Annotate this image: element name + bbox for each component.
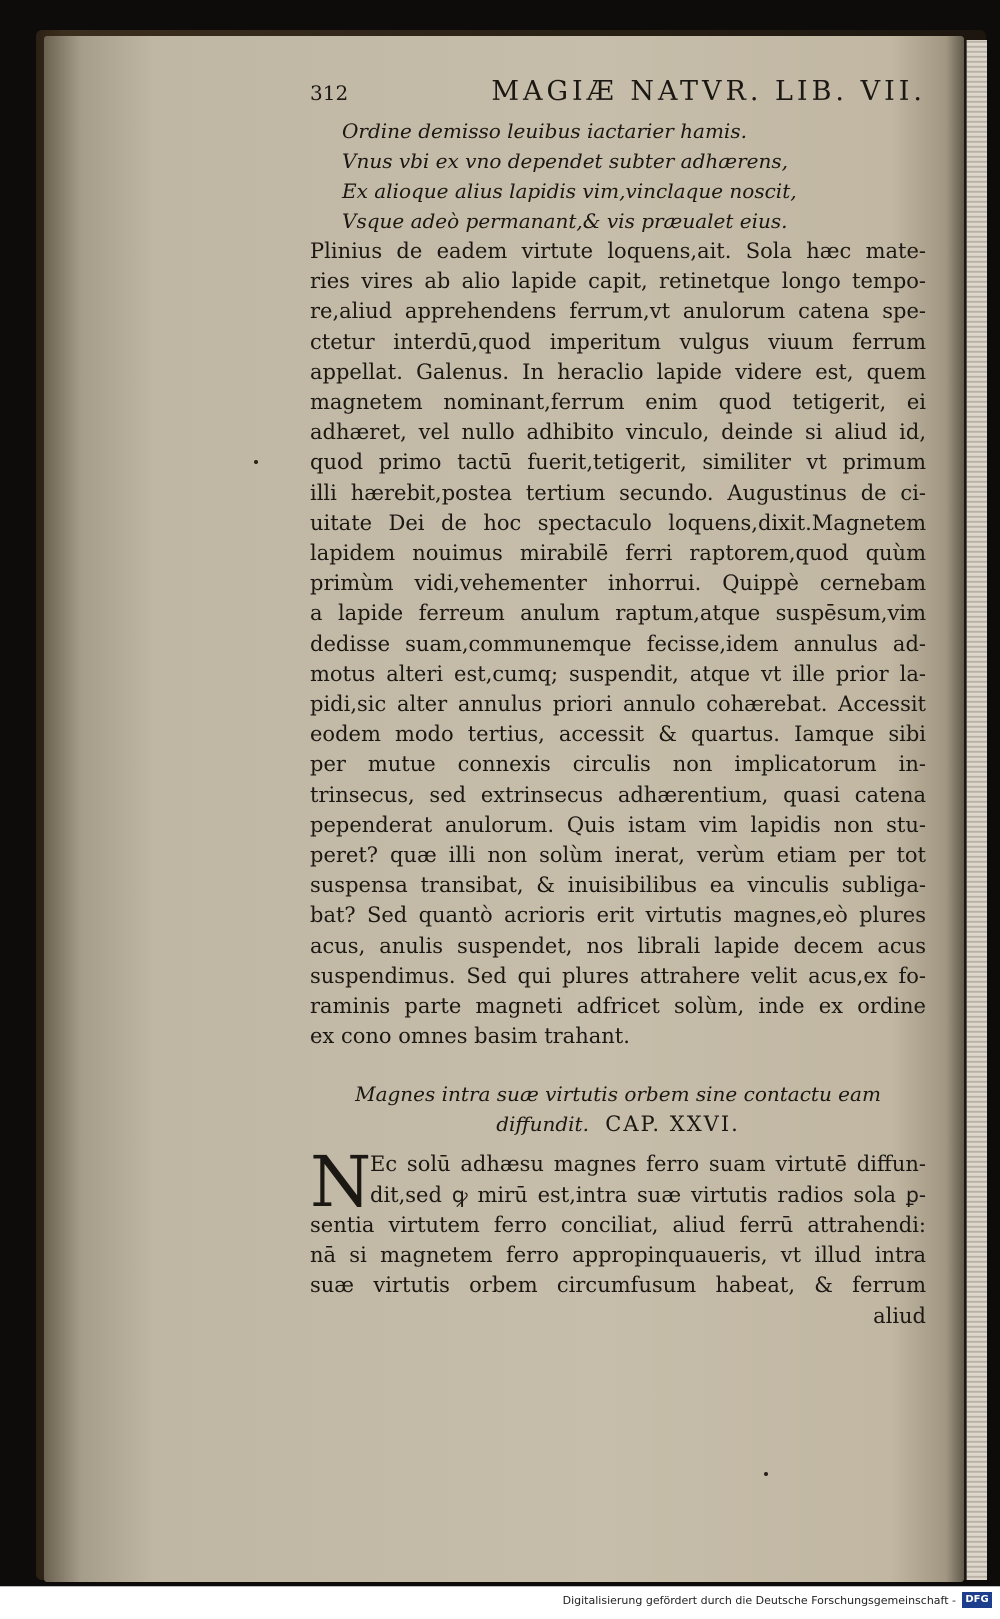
verse-line: Vsque adeò permanant,& vis præualet eius. bbox=[342, 209, 788, 233]
text-line: eodem modo tertius, accessit & quartus. Iamque sibi bbox=[310, 722, 926, 747]
text-line: magnetem nominant,ferrum enim quod tetigerit, ei bbox=[310, 390, 926, 415]
body-paragraph bbox=[310, 236, 926, 1051]
text-line: adhæret, vel nullo adhibito vinculo, deinde si aliud id, bbox=[310, 420, 926, 445]
drop-cap: N bbox=[310, 1141, 372, 1224]
chapter-heading-line-2 bbox=[310, 1109, 926, 1139]
text-line: quod primo tactū fuerit,tetigerit, similiter vt primum bbox=[310, 450, 926, 475]
folio-number: 312 bbox=[310, 81, 349, 105]
text-line: primùm vidi,vehementer inhorrui. Quippè cernebam bbox=[310, 571, 926, 596]
text-line: motus alteri est,cumq; suspendit, atque vt ille prior la- bbox=[310, 661, 926, 686]
chapter-heading-line: Magnes intra suæ virtutis orbem sine contactu eam bbox=[355, 1082, 881, 1107]
text-line: illi hærebit,postea tertium secundo. Augustinus de ci- bbox=[310, 480, 926, 505]
footer-bar bbox=[0, 1586, 1000, 1619]
running-head bbox=[310, 76, 926, 116]
text-line: trinsecus, sed extrinsecus adhærentium, quasi catena bbox=[310, 782, 926, 807]
text-line: per mutue connexis circulis non implicatorum in- bbox=[310, 752, 926, 777]
chapter-body bbox=[310, 1141, 926, 1330]
text-line: sentia virtutem ferro conciliat, aliud ferrū attrahendi: bbox=[310, 1212, 926, 1237]
text-line: raminis parte magneti adfricet solùm, inde ex ordine bbox=[310, 994, 926, 1019]
text-line: appellat. Galenus. In heraclio lapide videre est, quem bbox=[310, 359, 926, 384]
text-line: suspendimus. Sed qui plures attrahere velit acus,ex fo- bbox=[310, 963, 926, 988]
chapter-heading-line: diffundit. bbox=[496, 1112, 589, 1137]
text-line: uitate Dei de hoc spectaculo loquens,dixit.Magnetem bbox=[310, 510, 926, 535]
text-line: pidi,sic alter annulus priori annulo cohærebat. Accessit bbox=[310, 692, 926, 717]
text-line: suæ virtutis orbem circumfusum habeat, & ferrum bbox=[310, 1273, 926, 1298]
text-line: peret? quæ illi non solùm inerat, verùm etiam per tot bbox=[310, 843, 926, 868]
text-line: Ec solū adhæsu magnes ferro suam virtutē diffun- bbox=[370, 1152, 926, 1177]
page-speck bbox=[254, 460, 258, 464]
running-title: MAGIÆ NATVR. LIB. VII. bbox=[491, 76, 926, 107]
verse-line: Ex alioque alius lapidis vim,vinclaque noscit, bbox=[342, 179, 797, 203]
page-text-block bbox=[310, 76, 926, 1331]
verse-line: Vnus vbi ex vno dependet subter adhærens, bbox=[342, 149, 788, 173]
text-line: dedisse suam,communemque fecisse,idem annulus ad- bbox=[310, 631, 926, 656]
text-line: ctetur interdū,quod imperitum vulgus viuum ferrum bbox=[310, 329, 926, 354]
verse-block bbox=[310, 116, 926, 236]
text-line: ex cono omnes basim trahant. bbox=[310, 1024, 630, 1049]
text-line: ries vires ab alio lapide capit, retinetque longo tempo- bbox=[310, 269, 926, 294]
page-fore-edge bbox=[966, 40, 987, 1580]
chapter-heading bbox=[310, 1079, 926, 1139]
text-line: bat? Sed quantò acrioris erit virtutis magnes,eò plures bbox=[310, 903, 926, 928]
text-line: lapidem nouimus mirabilē ferri raptorem,quod quùm bbox=[310, 541, 926, 566]
text-line: a lapide ferreum anulum raptum,atque suspēsum,vim bbox=[310, 601, 926, 626]
catchword: aliud bbox=[873, 1303, 926, 1328]
chapter-number: CAP. XXVI. bbox=[605, 1112, 740, 1137]
text-line: dit,sed ꝙ mirū est,intra suæ virtutis radios sola ꝑ- bbox=[370, 1182, 926, 1207]
text-line: Plinius de eadem virtute loquens,ait. Sola hæc mate- bbox=[310, 239, 926, 263]
text-line: nā si magnetem ferro appropinquaueris, vt illud intra bbox=[310, 1243, 926, 1268]
page-speck bbox=[764, 1472, 768, 1476]
verse-line: Ordine demisso leuibus iactarier hamis. bbox=[342, 119, 747, 143]
text-line: acus, anulis suspendet, nos librali lapide decem acus bbox=[310, 933, 926, 958]
text-line: suspensa transibat, & inuisibilibus ea vinculis subliga- bbox=[310, 873, 926, 898]
dfg-logo: DFG bbox=[962, 1592, 992, 1608]
text-line: pependerat anulorum. Quis istam vim lapidis non stu- bbox=[310, 812, 926, 837]
funding-credit: Digitalisierung gefördert durch die Deutsche Forschungsgemeinschaft - bbox=[562, 1594, 956, 1607]
text-line: re,aliud apprehendens ferrum,vt anulorum catena spe- bbox=[310, 299, 926, 324]
